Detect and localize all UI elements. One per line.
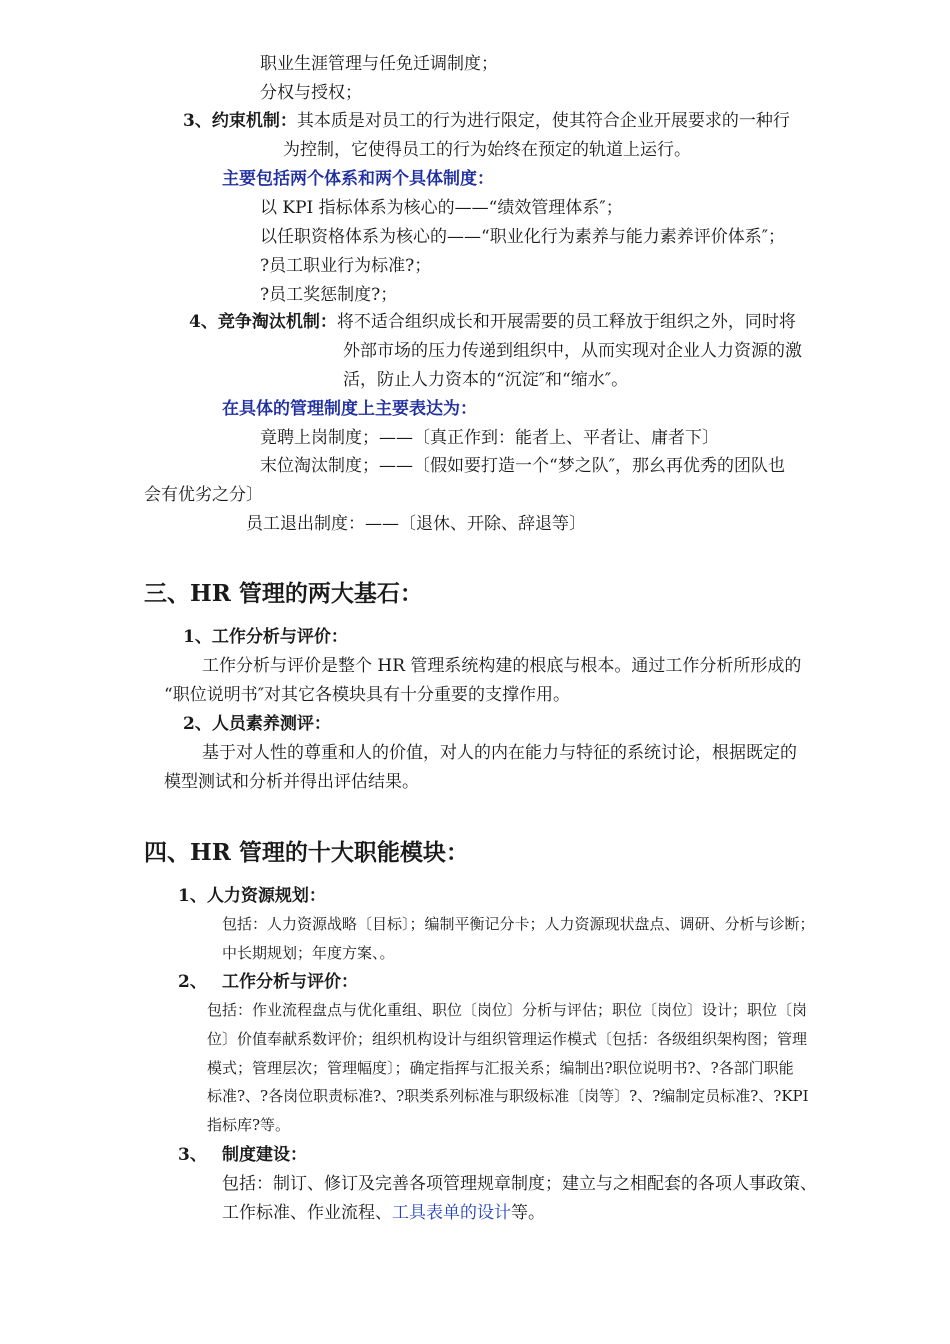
module-number: 3、 bbox=[178, 1145, 207, 1165]
text-line: 末位淘汰制度；——〔假如要打造一个“梦之队″，那幺再优秀的团队也 bbox=[260, 456, 786, 476]
module-text-line: 模式；管理层次；管理幅度〕；确定指挥与汇报关系；编制出?职位说明书?、?各部门职能 bbox=[207, 1059, 794, 1077]
tool-form-design-link[interactable]: 工具表单的设计 bbox=[392, 1203, 511, 1223]
sub-heading: 1、工作分析与评价： bbox=[183, 627, 348, 647]
text-segment: 等。 bbox=[511, 1203, 545, 1223]
module-text-line: 标准?、?各岗位职责标准?、?职类系列标准与职级标准〔岗等〕?、?编制定员标准?、?KPI bbox=[207, 1087, 809, 1105]
item-3-label: 3、约束机制： bbox=[183, 111, 297, 131]
list-item: ?员工职业行为标准?； bbox=[260, 256, 432, 276]
sub-heading: 2、人员素养测评： bbox=[183, 714, 331, 734]
list-item: 以 KPI 指标体系为核心的——“绩效管理体系″； bbox=[260, 198, 623, 218]
module-text-line bbox=[222, 1201, 545, 1225]
text-line: 竟聘上岗制度；——〔真正作到：能者上、平者让、庸者下〕 bbox=[260, 428, 719, 448]
section-title: 三、HR 管理的两大基石： bbox=[144, 580, 423, 607]
paragraph-line: “职位说明书″对其它各模块具有十分重要的支撑作用。 bbox=[164, 685, 571, 705]
text-line: 活，防止人力资本的“沉淀″和“缩水″。 bbox=[343, 370, 629, 390]
paragraph-line: 模型测试和分析并得出评估结果。 bbox=[164, 772, 419, 792]
item-3-line bbox=[183, 109, 790, 133]
subheading: 主要包括两个体系和两个具体制度： bbox=[222, 169, 494, 189]
module-text-line: 包括：人力资源战略〔目标〕；编制平衡记分卡；人力资源现状盘点、调研、分析与诊断； bbox=[222, 915, 815, 933]
module-text-line: 位〕价值奉献系数评价；组织机构设计与组织管理运作模式〔包括：各级组织架构图；管理 bbox=[207, 1030, 808, 1048]
text-segment: 工作标准、作业流程、 bbox=[222, 1203, 392, 1223]
text-line: 员工退出制度：——〔退休、开除、辞退等〕 bbox=[246, 514, 586, 534]
section-title: 四、HR 管理的十大职能模块： bbox=[144, 839, 469, 866]
text-line: 会有优劣之分〕 bbox=[144, 485, 263, 505]
module-text-line: 中长期规划；年度方案、。 bbox=[222, 944, 395, 962]
item-4-label: 4、竞争淘汰机制： bbox=[189, 312, 337, 332]
module-number: 2、 bbox=[178, 972, 207, 992]
item-4-line bbox=[189, 310, 796, 334]
list-item: 以任职资格体系为核心的——“职业化行为素养与能力素养评价体系″； bbox=[260, 227, 786, 247]
module-text-line: 指标库?等。 bbox=[207, 1116, 291, 1134]
paragraph-line: 工作分析与评价是整个 HR 管理系统构建的根底与根本。通过工作分析所形成的 bbox=[202, 656, 802, 676]
item-3-text: 其本质是对员工的行为进行限定，使其符合企业开展要求的一种行 bbox=[296, 111, 790, 131]
module-text-line: 包括：作业流程盘点与优化重组、职位〔岗位〕分析与评估；职位〔岗位〕设计；职位〔岗 bbox=[207, 1001, 808, 1019]
module-text-line: 包括：制订、修订及完善各项管理规章制度；建立与之相配套的各项人事政策、 bbox=[222, 1174, 817, 1194]
text-line: 为控制，它使得员工的行为始终在预定的轨道上运行。 bbox=[283, 140, 691, 160]
module-heading: 1、人力资源规划： bbox=[178, 886, 326, 906]
module-heading: 制度建设： bbox=[222, 1145, 307, 1165]
text-line: 分权与授权； bbox=[260, 83, 362, 103]
paragraph-line: 基于对人性的尊重和人的价值，对人的内在能力与特征的系统讨论，根据既定的 bbox=[202, 743, 797, 763]
item-4-text: 将不适合组织成长和开展需要的员工释放于组织之外，同时将 bbox=[336, 312, 796, 332]
subheading: 在具体的管理制度上主要表达为： bbox=[222, 399, 477, 419]
text-line: 职业生涯管理与任免迁调制度； bbox=[260, 54, 498, 74]
list-item: ?员工奖惩制度?； bbox=[260, 285, 398, 305]
text-line: 外部市场的压力传递到组织中，从而实现对企业人力资源的激 bbox=[343, 341, 802, 361]
module-heading: 工作分析与评价： bbox=[222, 972, 358, 992]
